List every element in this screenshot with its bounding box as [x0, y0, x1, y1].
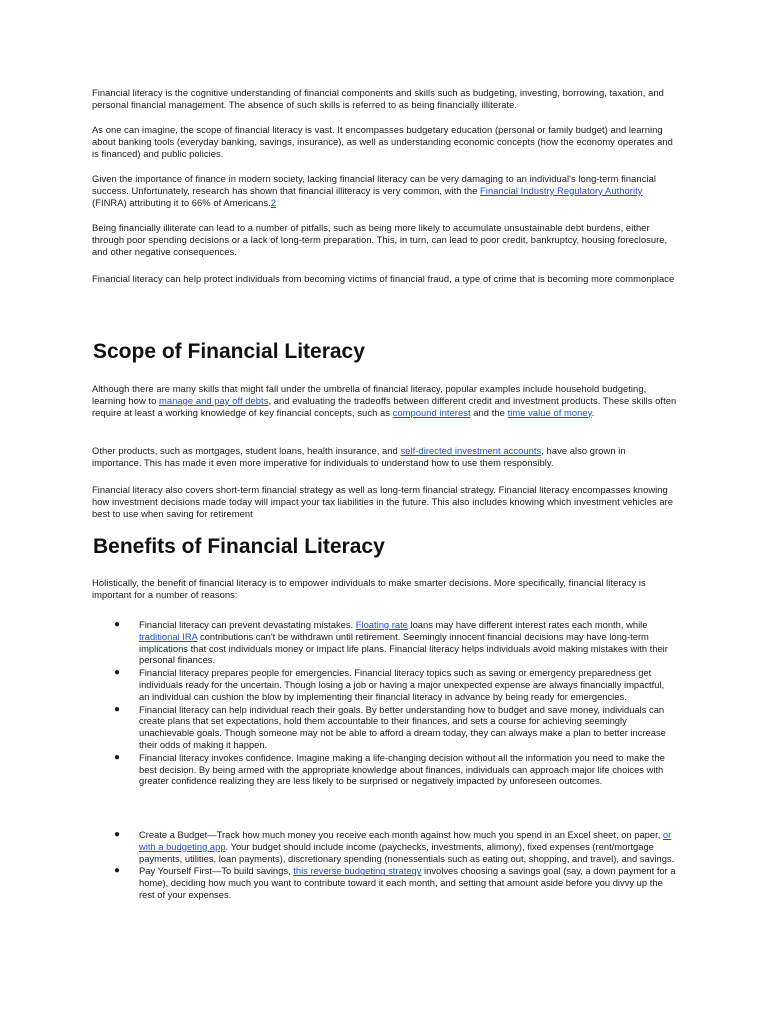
- list-text: contributions can't be withdrawn until retirement. Seemingly innocent financial decisions may have long-term implications that cost individuals money or impact life plans. Financial literacy helps individuals avoid making mistakes with their personal finances.: [139, 630, 668, 666]
- intro-paragraph-1: [92, 87, 677, 111]
- scope-paragraph-3: [92, 484, 677, 519]
- benefits-heading: Benefits of Financial Literacy: [93, 535, 385, 558]
- compound-interest-link[interactable]: compound interest: [392, 406, 471, 418]
- list-text: Financial literacy invokes confidence. Imagine making a life-changing decision without all the information you need to make the best decision. By being armed with the appropriate knowledge about finances, individuals can approach major life choices with greater confidence realizing they are less likely to be surprised or negatively impacted by unforeseen outcomes.: [139, 751, 665, 787]
- list-text: Financial literacy can help individual reach their goals. By better understanding how to budget and save money, individuals can create plans that set expectations, hold them accountable to their finances, and sets a course for achieving seemingly unachievable goals. Though someone may not be able to afford a dream today, they can always make a plan to better increase their odds of making it happen.: [139, 703, 666, 750]
- intro-text: Financial literacy can help protect individuals from becoming victims of financial fraud, a type of crime that is becoming more commonplace: [92, 273, 675, 284]
- list-text: Pay Yourself First—To build savings,: [139, 865, 294, 877]
- scope-paragraph-1: [92, 383, 677, 418]
- paragraph-text: Other products, such as mortgages, student loans, health insurance, and: [92, 445, 401, 456]
- list-text: . Your budget should include income (paychecks, investments, alimony), fixed expenses (rent/mortgage payments, utilities, loan payments), discretionary spending (nonessentials such as eating out, shopping, and travel), and savings.: [139, 840, 675, 864]
- finra-link[interactable]: Financial Industry Regulatory Authority: [480, 184, 643, 196]
- paragraph-text: .: [591, 406, 595, 418]
- bullet-icon: ●: [114, 865, 121, 877]
- budgeting-app-link[interactable]: or with a budgeting app: [139, 829, 672, 852]
- bullet-icon: ●: [114, 751, 121, 763]
- time-value-of-money-link[interactable]: time value of money: [507, 406, 592, 418]
- list-text: Create a Budget—Track how much money you receive each month against how much you spend in an Excel sheet, on paper,: [139, 829, 663, 840]
- paragraph-text: , have also grown in importance. This has made it even more imperative for individuals to understand how to use them responsibly.: [92, 445, 626, 468]
- bullet-icon: ●: [114, 619, 121, 630]
- intro-paragraph-3: [92, 173, 677, 208]
- floating-rate-link[interactable]: Floating rate: [355, 619, 408, 630]
- list-item: [92, 704, 677, 751]
- intro-paragraph-2: [92, 124, 677, 159]
- paragraph-text: Although there are many skills that might fall under the umbrella of financial literacy, popular examples include household budgeting, learning how to: [92, 383, 647, 406]
- traditional-ira-link[interactable]: traditional IRA: [139, 630, 198, 642]
- paragraph-text: (FINRA) attributing it to 66% of Americans.: [92, 196, 271, 208]
- list-item: [92, 829, 677, 864]
- paragraph-text: Holistically, the benefit of financial literacy is to empower individuals to make smarter decisions. More specifically, financial literacy is important for a number of reasons:: [92, 577, 646, 600]
- paragraph-text: , and evaluating the tradeoffs between different credit and investment products. These skills often require at least a working knowledge of key financial concepts, such as: [92, 394, 677, 418]
- scope-paragraph-2: [92, 445, 677, 469]
- paragraph-text: Financial literacy also covers short-term financial strategy as well as long-term financial strategy. Financial literacy encompasses knowing how investment decisions made today will impact your tax liabilities in the future. This also includes knowing which investment vehicles are best to use when saving for retirement: [92, 484, 674, 519]
- list-item: [92, 865, 677, 900]
- reverse-budgeting-link[interactable]: this reverse budgeting strategy: [293, 865, 422, 877]
- intro-paragraph-5: [92, 273, 677, 285]
- bullet-icon: ●: [114, 667, 121, 679]
- intro-text: Being financially illiterate can lead to a number of pitfalls, such as being more likely to accumulate unsustainable debt burdens, either through poor spending decisions or a lack of long-term preparation. This, in turn, can lead to poor credit, bankruptcy, housing foreclosure, and other negative consequences.: [92, 222, 668, 257]
- paragraph-text: and the: [470, 406, 508, 418]
- list-item: [92, 619, 677, 666]
- scope-heading: Scope of Financial Literacy: [93, 340, 365, 363]
- tips-list: [92, 829, 677, 901]
- intro-text: Financial literacy is the cognitive understanding of financial components and skills such as budgeting, investing, borrowing, taxation, and personal financial management. The absence of such skills is referred to as being financially illiterate.: [92, 87, 664, 110]
- list-item: [92, 667, 677, 702]
- intro-text: As one can imagine, the scope of financial literacy is vast. It encompasses budgetary education (personal or family budget) and learning about banking tools (everyday banking, savings, insurance), as well as understanding economic concepts (how the economy operates and is financed) and public policies.: [92, 124, 673, 159]
- list-text: involves choosing a savings goal (say, a down payment for a home), deciding how much you want to contribute toward it each month, and setting that amount aside before you divvy up the rest of your expenses.: [139, 865, 676, 900]
- self-directed-accounts-link[interactable]: self-directed investment accounts: [400, 445, 542, 456]
- list-item: [92, 752, 677, 787]
- footnote-link[interactable]: 2: [270, 196, 277, 208]
- list-text: Financial literacy can prevent devastating mistakes.: [139, 619, 356, 630]
- bullet-icon: ●: [114, 703, 121, 715]
- list-text: loans may have different interest rates each month, while: [407, 619, 648, 630]
- list-text: Financial literacy prepares people for emergencies. Financial literacy topics such as saving or emergency preparedness get individuals ready for the uncertain. Though losing a job or having a major unexpected expense are always financially impactful, an individual can cushion the blow by implementing their financial literacy in advance by being ready for emergencies.: [139, 667, 665, 702]
- manage-debts-link[interactable]: manage and pay off debts: [159, 394, 269, 406]
- intro-paragraph-4: [92, 222, 677, 257]
- benefits-list: [92, 619, 677, 787]
- bullet-icon: ●: [114, 829, 121, 840]
- paragraph-text: Given the importance of finance in modern society, lacking financial literacy can be very damaging to an individual's long-term financial success. Unfortunately, research has shown that financial illiteracy is very common, with the: [92, 173, 656, 196]
- benefits-intro: [92, 577, 677, 601]
